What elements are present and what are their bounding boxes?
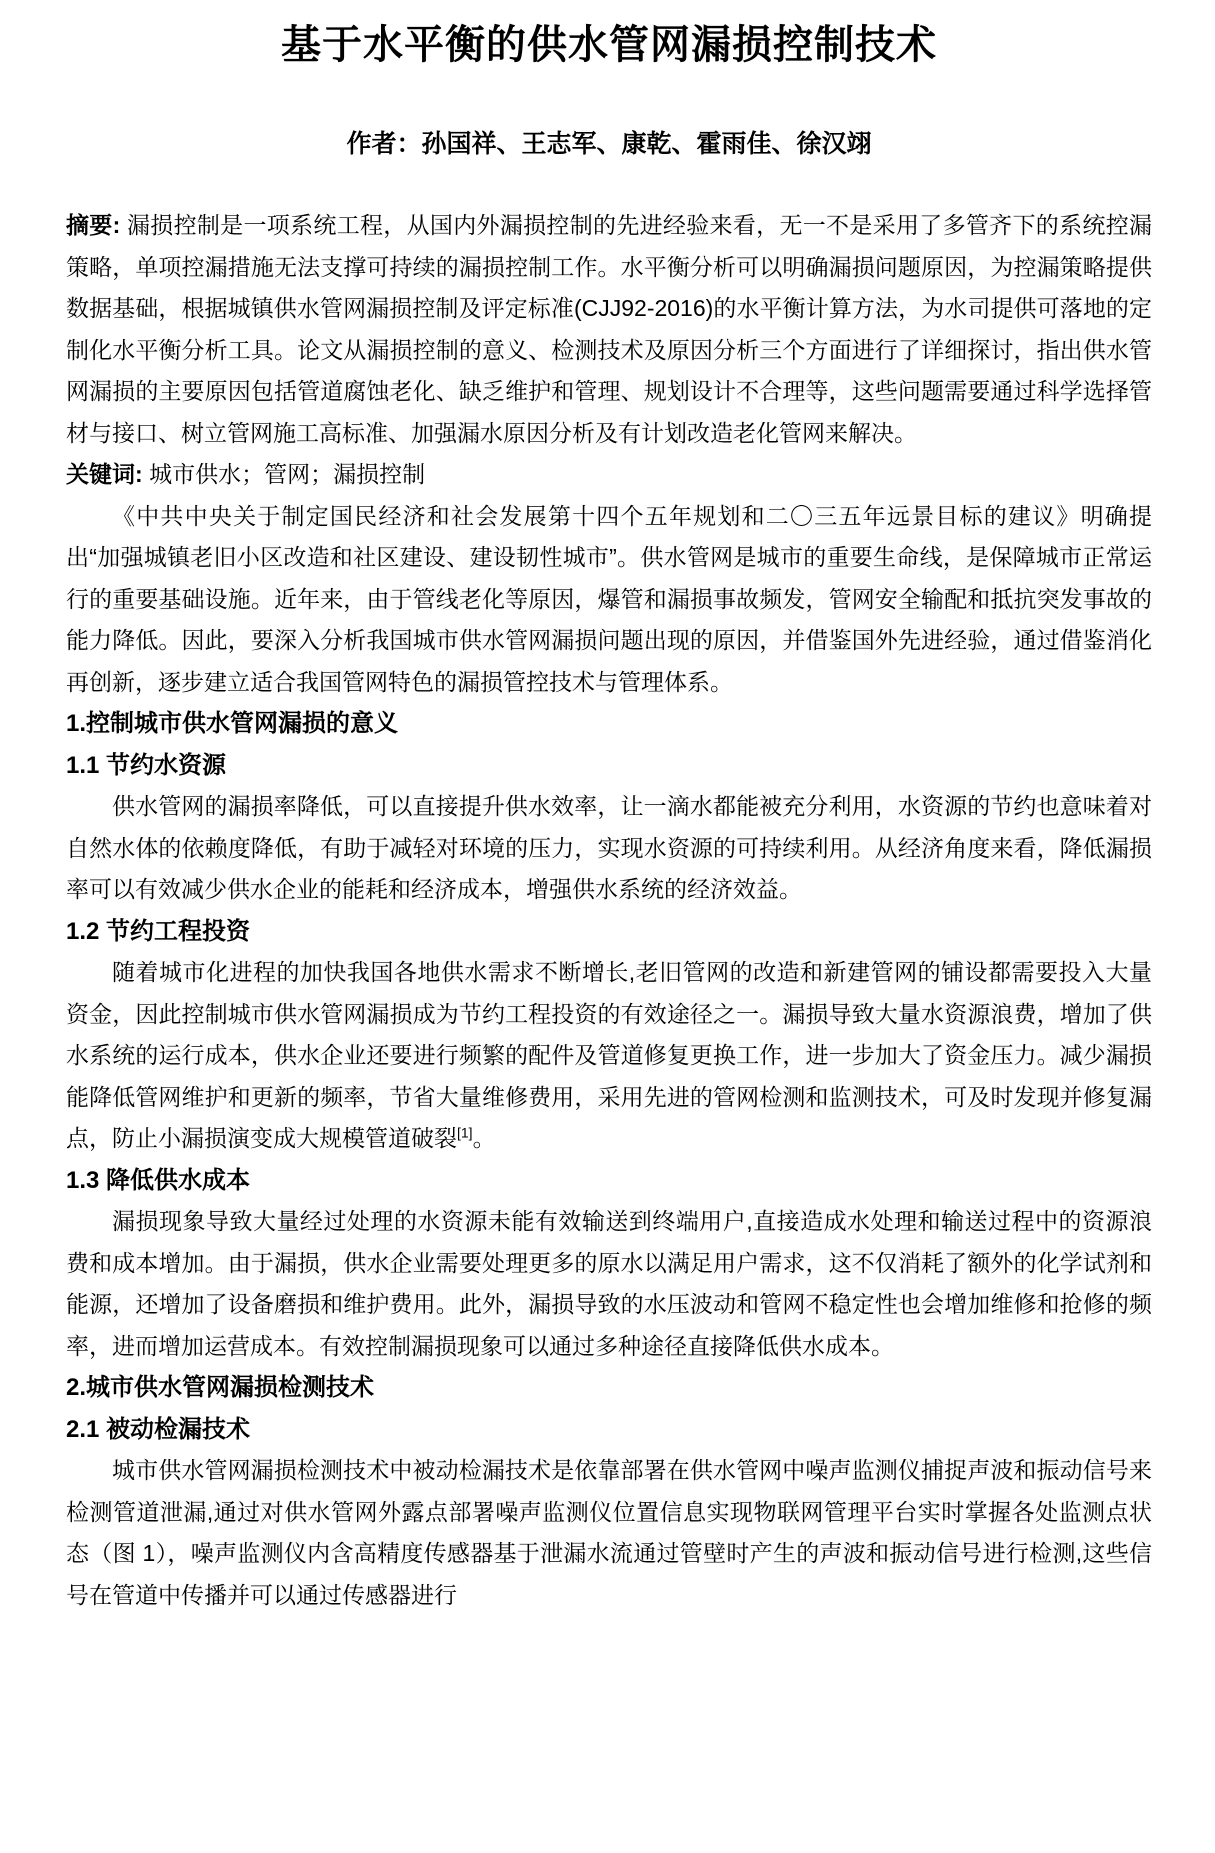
section-1-2-text: 随着城市化进程的加快我国各地供水需求不断增长,老旧管网的改造和新建管网的铺设都需要投入大量资金，因此控制城市供水管网漏损成为节约工程投资的有效途径之一。漏损导致大量水资源浪费，增加了供水系统的运行成本，供水企业还要进行频繁的配件及管道修复更换工作，进一步加大了资金压力。减少漏损能降低管网维护和更新的频率，节省大量维修费用，采用先进的管网检测和监测技术，可及时发现并修复漏点，防止小漏损演变成大规模管道破裂 [66,959,1152,1151]
section-1-heading: 1.控制城市供水管网漏损的意义 [66,710,399,737]
intro-paragraph: 《中共中央关于制定国民经济和社会发展第十四个五年规划和二〇三五年远景目标的建议》明确提出“加强城镇老旧小区改造和社区建设、建设韧性城市”。供水管网是城市的重要生命线，是保障城市正常运行的重要基础设施。近年来，由于管线老化等原因，爆管和漏损事故频发，管网安全输配和抵抗突发事故的能力降低。因此，要深入分析我国城市供水管网漏损问题出现的原因，并借鉴国外先进经验，通过借鉴消化再创新，逐步建立适合我国管网特色的漏损管控技术与管理体系。 [66,502,1152,695]
section-2-heading: 2.城市供水管网漏损检测技术 [66,1374,375,1401]
section-1-2-heading: 1.2 节约工程投资 [66,917,251,945]
paper-title: 基于水平衡的供水管网漏损控制技术 [281,23,937,67]
section-2-1-heading: 2.1 被动检漏技术 [66,1415,251,1443]
section-1-2-text-end: 。 [472,1125,496,1151]
abstract-label: 摘要: [66,212,121,238]
citation-ref-1: [1] [457,1124,473,1141]
keywords-paragraph [66,454,1152,496]
section-1-3-heading: 1.3 降低供水成本 [66,1166,251,1194]
section-1-1-heading: 1.1 节约水资源 [66,751,227,779]
keywords-label: 关键词: [66,461,143,487]
document-body [66,205,1152,1616]
abstract-paragraph [66,205,1152,454]
section-1-1-paragraph: 供水管网的漏损率降低，可以直接提升供水效率，让一滴水都能被充分利用，水资源的节约也意味着对自然水体的依赖度降低，有助于减轻对环境的压力，实现水资源的可持续利用。从经济角度来看，降低漏损率可以有效减少供水企业的能耗和经济成本，增强供水系统的经济效益。 [66,793,1152,902]
authors-line: 作者：孙国祥、王志军、康乾、霍雨佳、徐汉翊 [346,130,872,158]
section-1-2-paragraph [66,952,1152,1160]
section-2-1-paragraph: 城市供水管网漏损检测技术中被动检漏技术是依靠部署在供水管网中噪声监测仪捕捉声波和振动信号来检测管道泄漏,通过对供水管网外露点部署噪声监测仪位置信息实现物联网管理平台实时掌握各处监测点状态（图 1），噪声监测仪内含高精度传感器基于泄漏水流通过管壁时产生的声波和振动信号进行检测,这些信号在管道中传播并可以通过传感器进行 [66,1457,1152,1608]
keywords-text: 城市供水；管网；漏损控制 [149,461,426,487]
abstract-text: 漏损控制是一项系统工程，从国内外漏损控制的先进经验来看，无一不是采用了多管齐下的系统控漏策略，单项控漏措施无法支撑可持续的漏损控制工作。水平衡分析可以明确漏损问题原因，为控漏策略提供数据基础，根据城镇供水管网漏损控制及评定标准(CJJ92-2016)的水平衡计算方法，为水司提供可落地的定制化水平衡分析工具。论文从漏损控制的意义、检测技术及原因分析三个方面进行了详细探讨，指出供水管网漏损的主要原因包括管道腐蚀老化、缺乏维护和管理、规划设计不合理等，这些问题需要通过科学选择管材与接口、树立管网施工高标准、加强漏水原因分析及有计划改造老化管网来解决。 [66,212,1152,446]
section-1-3-paragraph: 漏损现象导致大量经过处理的水资源未能有效输送到终端用户,直接造成水处理和输送过程中的资源浪费和成本增加。由于漏损，供水企业需要处理更多的原水以满足用户需求，这不仅消耗了额外的化学试剂和能源，还增加了设备磨损和维护费用。此外，漏损导致的水压波动和管网不稳定性也会增加维修和抢修的频率，进而增加运营成本。有效控制漏损现象可以通过多种途径直接降低供水成本。 [66,1208,1152,1359]
